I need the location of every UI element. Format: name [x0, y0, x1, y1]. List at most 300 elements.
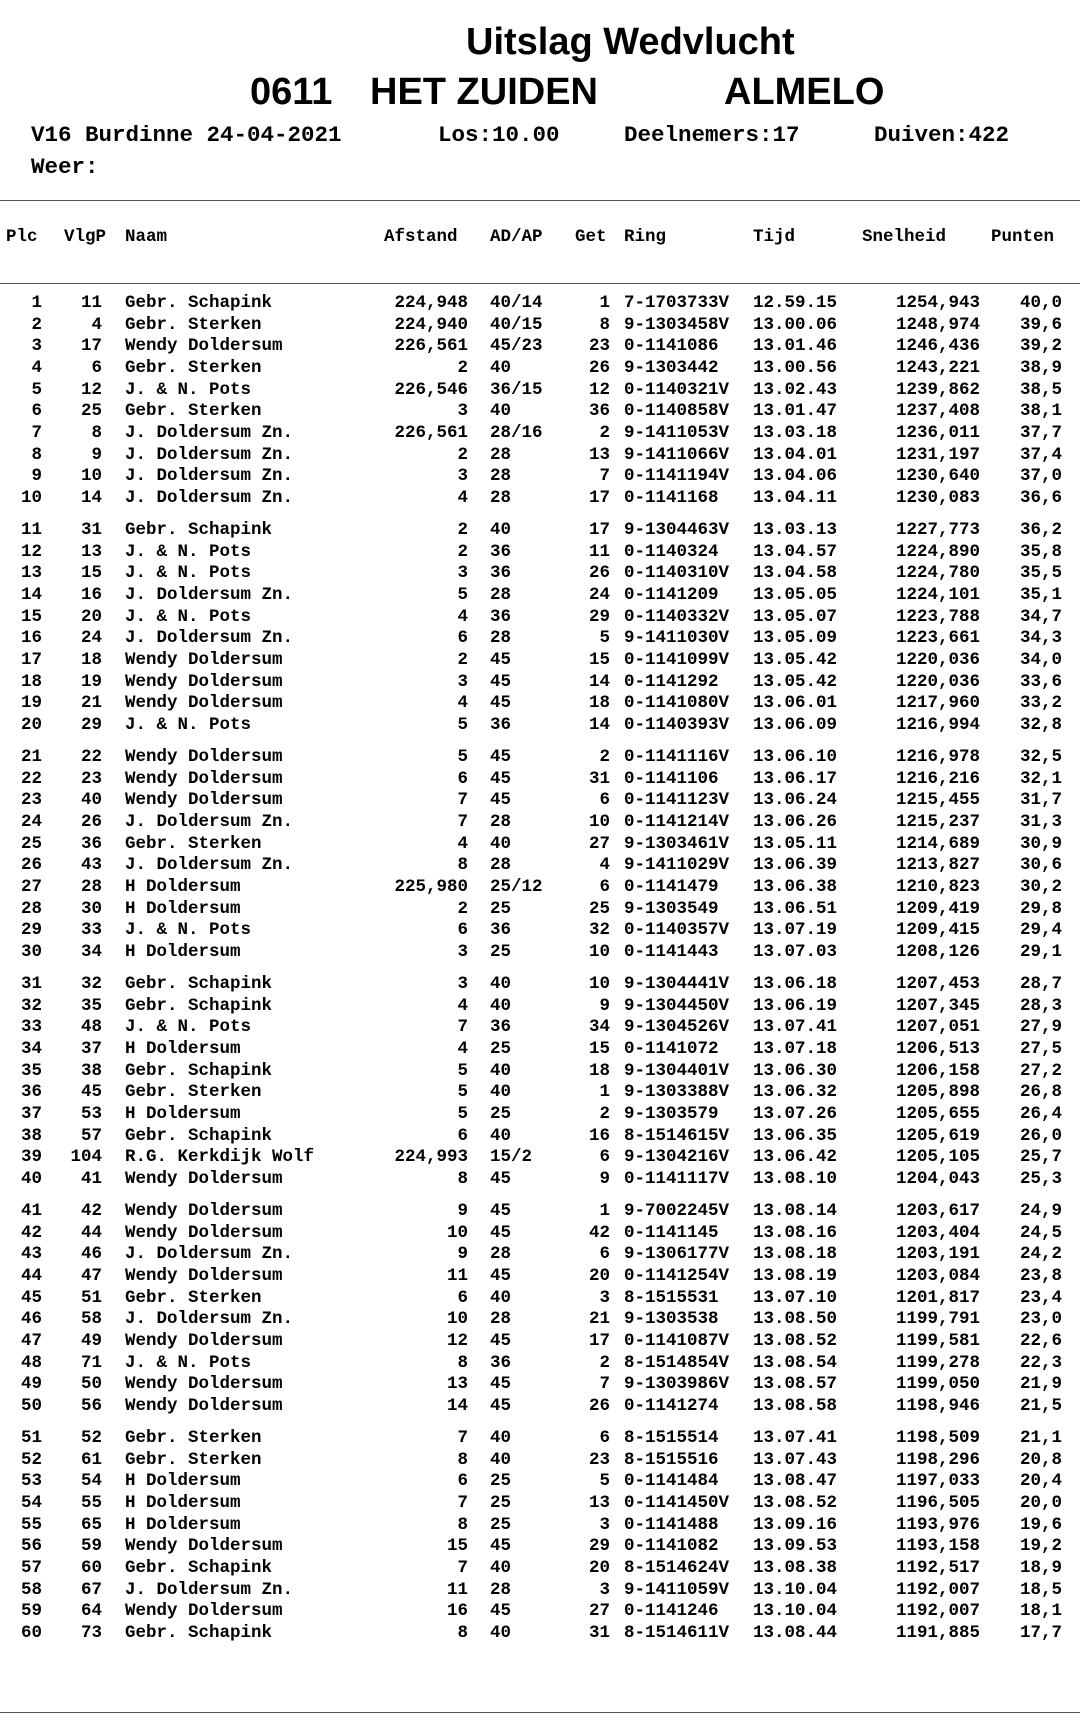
cell-snelheid: 1246,436 — [895, 336, 980, 357]
cell-adap: 40 — [490, 1622, 512, 1643]
cell-ring: 9-1306177V — [624, 1244, 730, 1265]
cell-ring: 0-1141274 — [624, 1395, 719, 1416]
cell-snelheid: 1191,885 — [895, 1622, 980, 1643]
cell-ring: 0-1140321V — [624, 379, 730, 400]
cell-vlgp: 60 — [80, 1557, 102, 1578]
cell-naam: J. Doldersum Zn. — [125, 1244, 294, 1265]
cell-ring: 9-7002245V — [624, 1201, 730, 1221]
cell-vlgp: 43 — [80, 855, 102, 876]
cell-ring: 0-1141488 — [624, 1514, 719, 1535]
cell-vlgp: 52 — [80, 1428, 102, 1448]
cell-afstand: 12 — [446, 1330, 468, 1351]
cell-afstand: 7 — [457, 1557, 468, 1578]
cell-vlgp: 31 — [80, 520, 102, 540]
cell-punten: 37,0 — [1019, 466, 1062, 487]
cell-punten: 29,1 — [1019, 941, 1062, 962]
table-row — [0, 811, 1080, 833]
cell-snelheid: 1205,105 — [895, 1147, 980, 1168]
table-row — [0, 876, 1080, 898]
cell-tijd: 13.07.18 — [753, 1038, 838, 1059]
cell-tijd: 13.07.03 — [753, 941, 838, 962]
cell-get: 7 — [599, 466, 610, 487]
table-row — [0, 335, 1080, 357]
cell-get: 3 — [599, 1287, 610, 1308]
cell-punten: 32,5 — [1019, 747, 1062, 767]
cell-naam: Wendy Doldersum — [125, 1201, 283, 1221]
cell-vlgp: 6 — [91, 357, 102, 378]
cell-vlgp: 10 — [80, 466, 102, 487]
cell-tijd: 13.05.05 — [753, 585, 838, 605]
cell-tijd: 13.08.16 — [753, 1222, 838, 1243]
cell-punten: 27,5 — [1019, 1038, 1062, 1059]
cell-ring: 9-1411059V — [624, 1579, 730, 1600]
table-row — [0, 1622, 1080, 1644]
cell-punten: 33,2 — [1019, 693, 1062, 714]
cell-plc: 17 — [20, 649, 42, 670]
cell-adap: 40 — [490, 1428, 512, 1448]
cell-plc: 39 — [20, 1147, 42, 1168]
cell-adap: 36 — [490, 606, 512, 627]
cell-tijd: 13.06.42 — [753, 1147, 838, 1168]
cell-get: 9 — [599, 1168, 610, 1189]
table-row — [0, 1449, 1080, 1471]
cell-tijd: 13.06.10 — [753, 747, 838, 767]
cell-vlgp: 65 — [80, 1514, 102, 1535]
cell-plc: 14 — [20, 585, 42, 605]
cell-vlgp: 12 — [80, 379, 102, 400]
cell-ring: 0-1140858V — [624, 401, 730, 422]
cell-afstand: 3 — [457, 941, 468, 962]
cell-snelheid: 1214,689 — [895, 833, 980, 854]
cell-punten: 24,9 — [1019, 1201, 1062, 1221]
cell-vlgp: 53 — [80, 1103, 102, 1124]
cell-adap: 36 — [490, 1017, 512, 1038]
cell-afstand: 4 — [457, 833, 468, 854]
cell-get: 16 — [588, 1125, 610, 1146]
cell-vlgp: 24 — [80, 628, 102, 649]
cell-snelheid: 1209,419 — [895, 898, 980, 919]
cell-adap: 40 — [490, 401, 512, 422]
cell-adap: 45 — [490, 1265, 512, 1286]
cell-adap: 45 — [490, 1601, 512, 1622]
cell-afstand: 4 — [457, 995, 468, 1016]
cell-naam: H Doldersum — [125, 1103, 241, 1124]
cell-plc: 25 — [20, 833, 42, 854]
cell-ring: 9-1304526V — [624, 1017, 730, 1038]
cell-naam: J. Doldersum Zn. — [125, 444, 294, 465]
cell-tijd: 13.09.16 — [753, 1514, 838, 1535]
cell-snelheid: 1216,216 — [895, 768, 980, 789]
cell-ring: 9-1411053V — [624, 422, 730, 443]
table-row — [0, 584, 1080, 606]
cell-naam: H Doldersum — [125, 876, 241, 897]
cell-adap: 25 — [490, 1514, 512, 1535]
cell-ring: 0-1141116V — [624, 747, 730, 767]
cell-afstand: 224,993 — [394, 1147, 468, 1168]
cell-afstand: 4 — [457, 606, 468, 627]
cell-afstand: 224,940 — [394, 314, 468, 335]
cell-get: 8 — [599, 314, 610, 335]
cell-adap: 40 — [490, 357, 512, 378]
cell-vlgp: 104 — [70, 1147, 102, 1168]
cell-plc: 58 — [20, 1579, 42, 1600]
cell-adap: 40/15 — [490, 314, 543, 335]
cell-adap: 40/14 — [490, 293, 543, 313]
cell-adap: 28 — [490, 487, 512, 508]
cell-get: 23 — [588, 1449, 610, 1470]
cell-adap: 15/2 — [490, 1147, 533, 1168]
cell-afstand: 4 — [457, 1038, 468, 1059]
report-title-text: Uitslag Wedvlucht — [466, 21, 795, 63]
cell-vlgp: 16 — [80, 585, 102, 605]
cell-naam: J. & N. Pots — [125, 541, 252, 562]
cell-adap: 45 — [490, 747, 512, 767]
cell-naam: J. Doldersum Zn. — [125, 466, 294, 487]
cell-tijd: 13.06.09 — [753, 714, 838, 735]
cell-ring: 8-1514624V — [624, 1557, 730, 1578]
cell-snelheid: 1215,237 — [895, 812, 980, 832]
cell-tijd: 13.05.07 — [753, 606, 838, 627]
table-row — [0, 1308, 1080, 1330]
cell-vlgp: 46 — [80, 1244, 102, 1265]
table-row — [0, 1470, 1080, 1492]
table-row — [0, 562, 1080, 584]
cell-punten: 29,8 — [1019, 898, 1062, 919]
table-row — [0, 1492, 1080, 1514]
cell-ring: 8-1515514 — [624, 1428, 719, 1448]
table-row — [0, 714, 1080, 736]
table-row — [0, 422, 1080, 444]
cell-adap: 45 — [490, 1222, 512, 1243]
cell-ring: 9-1304463V — [624, 520, 730, 540]
cell-adap: 45 — [490, 790, 512, 811]
cell-punten: 37,4 — [1019, 444, 1062, 465]
cell-vlgp: 9 — [91, 444, 102, 465]
cell-vlgp: 21 — [80, 693, 102, 714]
cell-plc: 26 — [20, 855, 42, 876]
cell-snelheid: 1248,974 — [895, 314, 980, 335]
cell-ring: 0-1141443 — [624, 941, 719, 962]
cell-tijd: 13.07.41 — [753, 1017, 838, 1038]
cell-afstand: 8 — [457, 1449, 468, 1470]
table-row — [0, 789, 1080, 811]
table-row — [0, 1579, 1080, 1601]
cell-tijd: 13.06.35 — [753, 1125, 838, 1146]
cell-plc: 45 — [20, 1287, 42, 1308]
cell-snelheid: 1215,455 — [895, 790, 980, 811]
table-row — [0, 833, 1080, 855]
cell-punten: 23,8 — [1019, 1265, 1062, 1286]
cell-afstand: 8 — [457, 1514, 468, 1535]
cell-ring: 9-1303538 — [624, 1309, 719, 1330]
cell-get: 31 — [588, 768, 610, 789]
cell-tijd: 13.07.41 — [753, 1428, 838, 1448]
cell-vlgp: 48 — [80, 1017, 102, 1038]
cell-plc: 56 — [20, 1536, 42, 1557]
cell-get: 3 — [599, 1579, 610, 1600]
cell-vlgp: 23 — [80, 768, 102, 789]
cell-snelheid: 1192,517 — [895, 1557, 980, 1578]
col-header-plc: Plc — [6, 227, 38, 247]
cell-naam: Wendy Doldersum — [125, 1374, 283, 1395]
cell-plc: 43 — [20, 1244, 42, 1265]
cell-naam: Gebr. Sterken — [125, 1287, 262, 1308]
cell-naam: J. & N. Pots — [125, 1017, 252, 1038]
cell-adap: 40 — [490, 1449, 512, 1470]
cell-afstand: 7 — [457, 1492, 468, 1513]
cell-afstand: 5 — [457, 1103, 468, 1124]
cell-punten: 24,2 — [1019, 1244, 1062, 1265]
cell-plc: 60 — [20, 1622, 42, 1643]
col-header-snelheid: Snelheid — [862, 227, 947, 247]
cell-afstand: 2 — [457, 541, 468, 562]
cell-snelheid: 1224,890 — [895, 541, 980, 562]
cell-punten: 18,1 — [1019, 1601, 1062, 1622]
cell-vlgp: 18 — [80, 649, 102, 670]
cell-get: 4 — [599, 855, 610, 876]
cell-get: 23 — [588, 336, 610, 357]
table-row — [0, 671, 1080, 693]
cell-plc: 55 — [20, 1514, 42, 1535]
cell-tijd: 13.05.42 — [753, 671, 838, 692]
cell-afstand: 8 — [457, 1622, 468, 1643]
cell-vlgp: 47 — [80, 1265, 102, 1286]
cell-tijd: 13.04.06 — [753, 466, 838, 487]
cell-snelheid: 1197,033 — [895, 1471, 980, 1492]
cell-vlgp: 13 — [80, 541, 102, 562]
table-row — [0, 1557, 1080, 1579]
cell-plc: 12 — [20, 541, 42, 562]
col-header-vlgp: VlgP — [64, 227, 107, 247]
cell-get: 10 — [588, 974, 610, 994]
cell-tijd: 13.10.04 — [753, 1601, 838, 1622]
cell-punten: 25,7 — [1019, 1147, 1062, 1168]
cell-adap: 36/15 — [490, 379, 543, 400]
table-row — [0, 1352, 1080, 1374]
table-row — [0, 1243, 1080, 1265]
table-row — [0, 1146, 1080, 1168]
cell-ring: 9-1411030V — [624, 628, 730, 649]
cell-naam: Gebr. Schapink — [125, 1557, 273, 1578]
table-row — [0, 941, 1080, 963]
cell-get: 13 — [588, 444, 610, 465]
cell-punten: 34,3 — [1019, 628, 1062, 649]
cell-punten: 26,4 — [1019, 1103, 1062, 1124]
table-row — [0, 400, 1080, 422]
cell-snelheid: 1205,619 — [895, 1125, 980, 1146]
cell-punten: 36,6 — [1019, 487, 1062, 508]
cell-get: 31 — [588, 1622, 610, 1643]
cell-punten: 20,0 — [1019, 1492, 1062, 1513]
cell-get: 15 — [588, 1038, 610, 1059]
cell-adap: 45 — [490, 649, 512, 670]
cell-snelheid: 1207,453 — [895, 974, 980, 994]
cell-afstand: 7 — [457, 790, 468, 811]
table-row — [0, 1125, 1080, 1147]
cell-ring: 0-1141194V — [624, 466, 730, 487]
cell-punten: 38,5 — [1019, 379, 1062, 400]
cell-tijd: 13.06.38 — [753, 876, 838, 897]
cell-plc: 3 — [31, 336, 42, 357]
cell-naam: Gebr. Schapink — [125, 520, 273, 540]
cell-naam: Wendy Doldersum — [125, 1168, 283, 1189]
cell-snelheid: 1203,191 — [895, 1244, 980, 1265]
cell-plc: 37 — [20, 1103, 42, 1124]
cell-ring: 9-1304450V — [624, 995, 730, 1016]
cell-get: 27 — [588, 833, 610, 854]
cell-tijd: 13.06.17 — [753, 768, 838, 789]
cell-punten: 26,0 — [1019, 1125, 1062, 1146]
table-row — [0, 854, 1080, 876]
cell-plc: 30 — [20, 941, 42, 962]
cell-get: 34 — [588, 1017, 610, 1038]
cell-tijd: 13.07.26 — [753, 1103, 838, 1124]
cell-adap: 45/23 — [490, 336, 543, 357]
cell-snelheid: 1199,791 — [895, 1309, 980, 1330]
cell-vlgp: 42 — [80, 1201, 102, 1221]
cell-get: 14 — [588, 714, 610, 735]
cell-plc: 46 — [20, 1309, 42, 1330]
table-row — [0, 1081, 1080, 1103]
cell-vlgp: 25 — [80, 401, 102, 422]
cell-adap: 40 — [490, 995, 512, 1016]
cell-punten: 22,3 — [1019, 1352, 1062, 1373]
cell-vlgp: 11 — [80, 293, 102, 313]
cell-ring: 0-1141099V — [624, 649, 730, 670]
cell-get: 20 — [588, 1265, 610, 1286]
cell-adap: 25 — [490, 1103, 512, 1124]
cell-vlgp: 15 — [80, 563, 102, 584]
table-row — [0, 444, 1080, 466]
pigeon-count: Duiven:422 — [874, 122, 1010, 148]
cell-naam: J. & N. Pots — [125, 563, 252, 584]
cell-afstand: 7 — [457, 1017, 468, 1038]
cell-naam: H Doldersum — [125, 1492, 241, 1513]
cell-afstand: 4 — [457, 693, 468, 714]
cell-ring: 0-1140393V — [624, 714, 730, 735]
cell-tijd: 13.06.19 — [753, 995, 838, 1016]
cell-snelheid: 1198,509 — [895, 1428, 980, 1448]
cell-afstand: 9 — [457, 1244, 468, 1265]
cell-snelheid: 1196,505 — [895, 1492, 980, 1513]
cell-vlgp: 55 — [80, 1492, 102, 1513]
cell-get: 10 — [588, 812, 610, 832]
cell-tijd: 13.05.11 — [753, 833, 838, 854]
cell-ring: 0-1140324 — [624, 541, 719, 562]
cell-get: 42 — [588, 1222, 610, 1243]
cell-punten: 28,3 — [1019, 995, 1062, 1016]
col-header-tijd: Tijd — [753, 227, 796, 247]
table-row — [0, 606, 1080, 628]
cell-afstand: 10 — [446, 1309, 468, 1330]
cell-ring: 0-1141450V — [624, 1492, 730, 1513]
cell-afstand: 3 — [457, 671, 468, 692]
cell-naam: J. Doldersum Zn. — [125, 487, 294, 508]
cell-naam: J. Doldersum Zn. — [125, 1579, 294, 1600]
cell-afstand: 9 — [457, 1201, 468, 1221]
cell-punten: 35,5 — [1019, 563, 1062, 584]
table-row — [0, 898, 1080, 920]
cell-get: 6 — [599, 1244, 610, 1265]
cell-adap: 36 — [490, 920, 512, 941]
cell-ring: 0-1141080V — [624, 693, 730, 714]
cell-afstand: 6 — [457, 1471, 468, 1492]
cell-naam: Gebr. Sterken — [125, 314, 262, 335]
cell-afstand: 10 — [446, 1222, 468, 1243]
cell-vlgp: 49 — [80, 1330, 102, 1351]
cell-naam: J. & N. Pots — [125, 1352, 252, 1373]
cell-punten: 39,6 — [1019, 314, 1062, 335]
cell-tijd: 13.00.56 — [753, 357, 838, 378]
cell-punten: 31,7 — [1019, 790, 1062, 811]
cell-naam: J. Doldersum Zn. — [125, 812, 294, 832]
cell-ring: 0-1141082 — [624, 1536, 719, 1557]
cell-vlgp: 37 — [80, 1038, 102, 1059]
cell-ring: 9-1303986V — [624, 1374, 730, 1395]
cell-naam: Gebr. Schapink — [125, 1125, 273, 1146]
cell-plc: 8 — [31, 444, 42, 465]
cell-vlgp: 29 — [80, 714, 102, 735]
cell-tijd: 13.05.42 — [753, 649, 838, 670]
table-row — [0, 541, 1080, 563]
cell-tijd: 13.00.06 — [753, 314, 838, 335]
cell-afstand: 224,948 — [394, 293, 468, 313]
cell-tijd: 13.10.04 — [753, 1579, 838, 1600]
cell-tijd: 13.06.26 — [753, 812, 838, 832]
cell-ring: 9-1303461V — [624, 833, 730, 854]
cell-get: 6 — [599, 876, 610, 897]
cell-vlgp: 45 — [80, 1082, 102, 1103]
cell-punten: 34,0 — [1019, 649, 1062, 670]
table-row — [0, 1038, 1080, 1060]
cell-naam: Wendy Doldersum — [125, 649, 283, 670]
cell-get: 29 — [588, 1536, 610, 1557]
cell-adap: 36 — [490, 1352, 512, 1373]
table-row — [0, 487, 1080, 509]
cell-vlgp: 59 — [80, 1536, 102, 1557]
cell-plc: 36 — [20, 1082, 42, 1103]
cell-adap: 45 — [490, 1168, 512, 1189]
cell-naam: Wendy Doldersum — [125, 336, 283, 357]
cell-afstand: 13 — [446, 1374, 468, 1395]
cell-snelheid: 1239,862 — [895, 379, 980, 400]
cell-punten: 33,6 — [1019, 671, 1062, 692]
cell-tijd: 13.06.18 — [753, 974, 838, 994]
table-row — [0, 995, 1080, 1017]
cell-plc: 18 — [20, 671, 42, 692]
cell-afstand: 6 — [457, 1287, 468, 1308]
cell-vlgp: 36 — [80, 833, 102, 854]
table-row — [0, 1103, 1080, 1125]
cell-vlgp: 41 — [80, 1168, 102, 1189]
cell-punten: 30,2 — [1019, 876, 1062, 897]
col-header-naam: Naam — [125, 227, 168, 247]
cell-snelheid: 1193,976 — [895, 1514, 980, 1535]
cell-snelheid: 1206,513 — [895, 1038, 980, 1059]
cell-snelheid: 1208,126 — [895, 941, 980, 962]
cell-punten: 29,4 — [1019, 920, 1062, 941]
cell-afstand: 8 — [457, 1168, 468, 1189]
cell-vlgp: 19 — [80, 671, 102, 692]
club-city: ALMELO — [724, 71, 885, 113]
cell-plc: 57 — [20, 1557, 42, 1578]
cell-naam: Wendy Doldersum — [125, 768, 283, 789]
cell-plc: 53 — [20, 1471, 42, 1492]
cell-tijd: 12.59.15 — [753, 293, 838, 313]
cell-get: 26 — [588, 563, 610, 584]
col-header-get: Get — [575, 227, 607, 247]
cell-snelheid: 1224,780 — [895, 563, 980, 584]
